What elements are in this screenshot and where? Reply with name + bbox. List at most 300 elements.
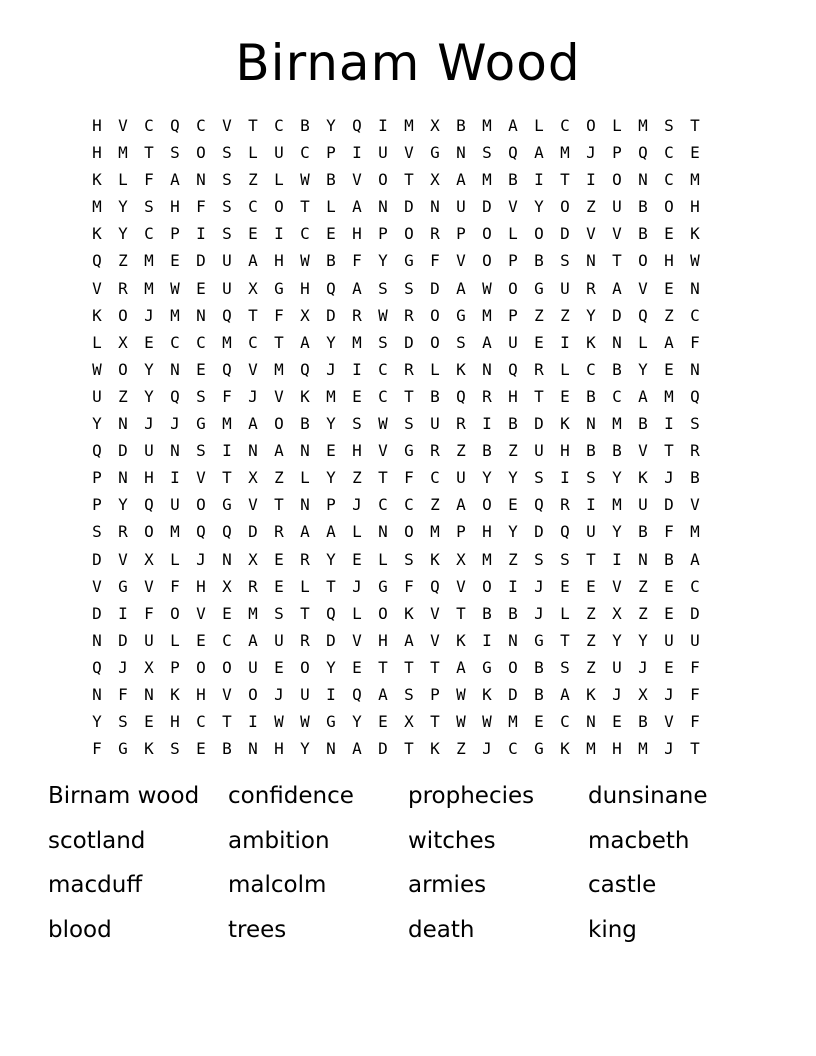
grid-letter: A xyxy=(456,170,466,190)
grid-letter: R xyxy=(456,414,466,434)
grid-letter: V xyxy=(612,576,622,596)
grid-letter: M xyxy=(170,522,180,542)
grid-letter: B xyxy=(638,197,648,217)
grid-letter: T xyxy=(664,441,674,461)
grid-letter: X xyxy=(144,657,154,677)
grid-letter: Z xyxy=(456,441,466,461)
grid-letter: H xyxy=(690,197,700,217)
grid-letter: Z xyxy=(118,251,128,271)
grid-letter: N xyxy=(586,251,596,271)
grid-letter: Q xyxy=(170,116,180,135)
grid-letter: J xyxy=(274,684,284,704)
grid-letter: C xyxy=(196,712,206,732)
grid-letter: W xyxy=(456,684,466,704)
grid-letter: E xyxy=(352,549,362,569)
grid-letter: J xyxy=(586,143,596,163)
grid-letter: V xyxy=(248,495,258,515)
grid-letter: R xyxy=(118,278,128,298)
grid-letter: R xyxy=(534,359,544,379)
word-bank-item: scotland xyxy=(48,827,146,854)
grid-letter: H xyxy=(274,251,284,271)
grid-letter: I xyxy=(118,603,128,623)
grid-row xyxy=(84,139,734,166)
grid-letter: B xyxy=(690,468,700,488)
grid-letter: C xyxy=(612,386,622,406)
grid-letter: U xyxy=(456,197,466,217)
grid-letter: D xyxy=(664,495,674,515)
grid-letter: M xyxy=(482,305,492,325)
letter-grid xyxy=(84,112,734,762)
grid-letter: Y xyxy=(118,495,128,515)
grid-letter: U xyxy=(248,657,258,677)
grid-letter: B xyxy=(508,603,518,623)
grid-letter: G xyxy=(222,495,232,515)
grid-letter: A xyxy=(638,386,648,406)
grid-letter: O xyxy=(612,170,622,190)
grid-letter: A xyxy=(352,197,362,217)
grid-letter: F xyxy=(170,576,180,596)
grid-letter: G xyxy=(404,441,414,461)
grid-letter: D xyxy=(92,549,102,569)
grid-letter: I xyxy=(586,170,596,190)
grid-letter: I xyxy=(508,576,518,596)
grid-letter: V xyxy=(352,630,362,650)
grid-letter: U xyxy=(144,630,154,650)
grid-letter: J xyxy=(534,576,544,596)
grid-letter: S xyxy=(560,549,570,569)
grid-letter: Z xyxy=(248,170,258,190)
grid-letter: Y xyxy=(638,630,648,650)
grid-letter: N xyxy=(118,468,128,488)
grid-letter: O xyxy=(482,576,492,596)
grid-letter: I xyxy=(534,170,544,190)
grid-letter: Z xyxy=(508,549,518,569)
grid-letter: M xyxy=(170,305,180,325)
grid-letter: K xyxy=(92,224,102,244)
grid-letter: D xyxy=(378,739,388,759)
grid-letter: Y xyxy=(586,305,596,325)
grid-letter: F xyxy=(118,684,128,704)
grid-letter: E xyxy=(274,576,284,596)
grid-letter: M xyxy=(664,386,674,406)
grid-letter: B xyxy=(430,386,440,406)
grid-letter: I xyxy=(352,143,362,163)
grid-row xyxy=(84,166,734,193)
grid-letter: F xyxy=(222,386,232,406)
grid-letter: U xyxy=(274,143,284,163)
grid-letter: G xyxy=(326,712,336,732)
grid-letter: M xyxy=(248,603,258,623)
grid-letter: A xyxy=(560,684,570,704)
grid-letter: P xyxy=(430,684,440,704)
grid-letter: X xyxy=(144,549,154,569)
grid-letter: V xyxy=(248,359,258,379)
grid-letter: M xyxy=(326,386,336,406)
grid-letter: W xyxy=(170,278,180,298)
grid-letter: B xyxy=(482,603,492,623)
grid-letter: L xyxy=(274,170,284,190)
grid-letter: G xyxy=(534,630,544,650)
grid-letter: E xyxy=(378,712,388,732)
grid-letter: N xyxy=(300,441,310,461)
grid-letter: R xyxy=(690,441,700,461)
grid-letter: E xyxy=(196,739,206,759)
grid-letter: O xyxy=(196,143,206,163)
grid-letter: B xyxy=(664,549,674,569)
grid-letter: D xyxy=(534,522,544,542)
grid-letter: K xyxy=(144,739,154,759)
grid-letter: C xyxy=(664,143,674,163)
grid-letter: J xyxy=(352,576,362,596)
grid-letter: R xyxy=(300,630,310,650)
grid-letter: T xyxy=(248,116,258,135)
grid-letter: U xyxy=(586,522,596,542)
grid-letter: H xyxy=(664,251,674,271)
grid-letter: Z xyxy=(508,441,518,461)
grid-letter: Q xyxy=(326,603,336,623)
grid-letter: R xyxy=(430,441,440,461)
grid-letter: T xyxy=(690,116,700,135)
grid-letter: Z xyxy=(456,739,466,759)
grid-letter: L xyxy=(560,359,570,379)
grid-letter: G xyxy=(196,414,206,434)
grid-letter: H xyxy=(352,224,362,244)
grid-letter: L xyxy=(560,603,570,623)
grid-letter: H xyxy=(92,143,102,163)
grid-letter: S xyxy=(404,549,414,569)
grid-letter: C xyxy=(560,712,570,732)
grid-row xyxy=(84,573,734,600)
grid-letter: K xyxy=(404,603,414,623)
grid-letter: C xyxy=(196,332,206,352)
grid-letter: V xyxy=(430,603,440,623)
grid-letter: C xyxy=(300,224,310,244)
grid-letter: G xyxy=(118,576,128,596)
grid-letter: I xyxy=(222,441,232,461)
grid-letter: N xyxy=(118,414,128,434)
grid-letter: C xyxy=(664,170,674,190)
grid-letter: N xyxy=(300,495,310,515)
grid-letter: N xyxy=(612,332,622,352)
grid-letter: A xyxy=(300,522,310,542)
grid-letter: Y xyxy=(300,739,310,759)
grid-letter: O xyxy=(482,224,492,244)
grid-letter: Q xyxy=(534,495,544,515)
grid-letter: M xyxy=(612,414,622,434)
grid-letter: L xyxy=(352,522,362,542)
grid-letter: V xyxy=(508,197,518,217)
grid-letter: P xyxy=(612,143,622,163)
grid-letter: F xyxy=(430,251,440,271)
grid-letter: S xyxy=(534,549,544,569)
grid-letter: V xyxy=(222,116,232,135)
grid-letter: A xyxy=(482,332,492,352)
grid-row xyxy=(84,437,734,464)
grid-letter: Y xyxy=(612,522,622,542)
grid-letter: E xyxy=(352,386,362,406)
grid-letter: H xyxy=(560,441,570,461)
grid-letter: U xyxy=(664,630,674,650)
grid-letter: I xyxy=(560,332,570,352)
grid-letter: E xyxy=(248,224,258,244)
grid-letter: B xyxy=(586,386,596,406)
grid-letter: O xyxy=(560,197,570,217)
grid-letter: S xyxy=(196,441,206,461)
grid-letter: I xyxy=(248,712,258,732)
grid-letter: X xyxy=(456,549,466,569)
grid-letter: X xyxy=(222,576,232,596)
grid-letter: I xyxy=(352,359,362,379)
grid-letter: A xyxy=(326,522,336,542)
grid-letter: T xyxy=(534,386,544,406)
grid-letter: M xyxy=(352,332,362,352)
grid-letter: L xyxy=(300,576,310,596)
grid-letter: F xyxy=(92,739,102,759)
grid-letter: D xyxy=(482,197,492,217)
grid-letter: C xyxy=(248,197,258,217)
grid-letter: V xyxy=(92,278,102,298)
grid-letter: P xyxy=(508,251,518,271)
grid-letter: O xyxy=(118,359,128,379)
grid-letter: W xyxy=(378,414,388,434)
grid-letter: E xyxy=(664,657,674,677)
grid-letter: J xyxy=(664,684,674,704)
grid-letter: U xyxy=(612,657,622,677)
grid-letter: C xyxy=(378,495,388,515)
grid-letter: D xyxy=(560,224,570,244)
grid-letter: E xyxy=(274,657,284,677)
grid-letter: Y xyxy=(326,332,336,352)
grid-letter: L xyxy=(170,549,180,569)
grid-letter: A xyxy=(274,441,284,461)
grid-letter: G xyxy=(274,278,284,298)
grid-letter: O xyxy=(534,224,544,244)
grid-letter: Q xyxy=(222,359,232,379)
grid-letter: U xyxy=(274,630,284,650)
grid-letter: N xyxy=(248,441,258,461)
grid-letter: Z xyxy=(118,386,128,406)
grid-letter: K xyxy=(456,359,466,379)
grid-letter: Q xyxy=(456,386,466,406)
grid-letter: Z xyxy=(638,603,648,623)
grid-letter: E xyxy=(664,603,674,623)
grid-letter: C xyxy=(248,332,258,352)
grid-letter: U xyxy=(612,197,622,217)
grid-letter: N xyxy=(378,197,388,217)
grid-letter: K xyxy=(482,684,492,704)
grid-letter: Y xyxy=(326,549,336,569)
grid-letter: T xyxy=(690,739,700,759)
grid-letter: O xyxy=(378,603,388,623)
grid-letter: N xyxy=(586,414,596,434)
grid-letter: K xyxy=(690,224,700,244)
grid-row xyxy=(84,302,734,329)
grid-letter: Y xyxy=(534,197,544,217)
grid-letter: B xyxy=(534,657,544,677)
grid-letter: K xyxy=(456,630,466,650)
grid-letter: Q xyxy=(92,441,102,461)
grid-letter: C xyxy=(586,359,596,379)
grid-letter: I xyxy=(612,549,622,569)
grid-letter: M xyxy=(144,278,154,298)
grid-letter: K xyxy=(638,468,648,488)
grid-letter: K xyxy=(430,549,440,569)
grid-letter: F xyxy=(404,468,414,488)
grid-letter: F xyxy=(690,332,700,352)
grid-letter: M xyxy=(508,712,518,732)
grid-letter: P xyxy=(92,468,102,488)
grid-letter: B xyxy=(638,224,648,244)
grid-letter: E xyxy=(612,712,622,732)
grid-letter: O xyxy=(664,197,674,217)
grid-letter: V xyxy=(404,143,414,163)
grid-letter: G xyxy=(404,251,414,271)
grid-letter: B xyxy=(300,116,310,135)
grid-letter: L xyxy=(118,170,128,190)
grid-letter: L xyxy=(638,332,648,352)
grid-letter: O xyxy=(430,305,440,325)
grid-letter: S xyxy=(222,143,232,163)
grid-letter: Q xyxy=(326,278,336,298)
grid-letter: B xyxy=(534,251,544,271)
grid-letter: L xyxy=(352,603,362,623)
grid-letter: N xyxy=(508,630,518,650)
grid-letter: O xyxy=(248,684,258,704)
grid-letter: K xyxy=(92,170,102,190)
grid-letter: N xyxy=(638,170,648,190)
grid-letter: E xyxy=(144,332,154,352)
grid-letter: R xyxy=(274,522,284,542)
grid-letter: I xyxy=(170,468,180,488)
grid-row xyxy=(84,112,734,139)
grid-letter: C xyxy=(404,495,414,515)
grid-letter: X xyxy=(430,116,440,135)
grid-letter: Q xyxy=(222,522,232,542)
grid-letter: P xyxy=(508,305,518,325)
grid-letter: B xyxy=(508,170,518,190)
grid-letter: E xyxy=(144,712,154,732)
grid-letter: A xyxy=(612,278,622,298)
grid-letter: T xyxy=(404,739,414,759)
grid-letter: N xyxy=(690,278,700,298)
word-bank-item: armies xyxy=(408,872,487,898)
grid-letter: S xyxy=(378,278,388,298)
grid-letter: O xyxy=(274,197,284,217)
word-bank-item: death xyxy=(408,916,475,943)
grid-row xyxy=(84,193,734,220)
grid-letter: Q xyxy=(352,684,362,704)
grid-letter: S xyxy=(404,684,414,704)
grid-letter: B xyxy=(586,441,596,461)
grid-letter: V xyxy=(378,441,388,461)
grid-letter: L xyxy=(248,143,258,163)
grid-letter: V xyxy=(586,224,596,244)
grid-letter: C xyxy=(222,630,232,650)
grid-letter: H xyxy=(508,386,518,406)
grid-letter: O xyxy=(586,116,596,135)
grid-letter: F xyxy=(144,603,154,623)
grid-letter: I xyxy=(196,224,206,244)
grid-letter: Y xyxy=(118,224,128,244)
grid-row xyxy=(84,329,734,356)
grid-letter: U xyxy=(222,278,232,298)
grid-letter: A xyxy=(456,278,466,298)
grid-letter: S xyxy=(170,143,180,163)
grid-letter: A xyxy=(352,278,362,298)
grid-letter: J xyxy=(144,414,154,434)
grid-letter: M xyxy=(690,522,700,542)
grid-letter: U xyxy=(456,468,466,488)
grid-letter: J xyxy=(664,468,674,488)
grid-letter: W xyxy=(482,278,492,298)
grid-letter: W xyxy=(92,359,102,379)
grid-letter: F xyxy=(690,657,700,677)
grid-letter: X xyxy=(248,549,258,569)
grid-letter: L xyxy=(378,549,388,569)
grid-letter: V xyxy=(144,576,154,596)
grid-letter: W xyxy=(378,305,388,325)
grid-letter: X xyxy=(118,332,128,352)
grid-letter: R xyxy=(482,386,492,406)
grid-letter: R xyxy=(586,278,596,298)
grid-letter: T xyxy=(274,495,284,515)
grid-letter: Q xyxy=(352,116,362,135)
grid-letter: S xyxy=(586,468,596,488)
grid-letter: K xyxy=(300,386,310,406)
grid-letter: J xyxy=(118,657,128,677)
grid-letter: O xyxy=(638,251,648,271)
word-bank-item: ambition xyxy=(228,827,330,854)
grid-letter: H xyxy=(196,576,206,596)
grid-letter: O xyxy=(196,657,206,677)
grid-letter: A xyxy=(690,549,700,569)
grid-letter: D xyxy=(326,630,336,650)
grid-row xyxy=(84,383,734,410)
grid-letter: Q xyxy=(196,522,206,542)
grid-letter: M xyxy=(274,359,284,379)
grid-letter: D xyxy=(612,305,622,325)
grid-letter: E xyxy=(196,630,206,650)
grid-letter: O xyxy=(508,657,518,677)
grid-letter: E xyxy=(508,495,518,515)
grid-letter: H xyxy=(300,278,310,298)
grid-letter: A xyxy=(664,332,674,352)
grid-letter: D xyxy=(118,441,128,461)
grid-letter: H xyxy=(92,116,102,135)
grid-letter: R xyxy=(300,549,310,569)
grid-letter: Q xyxy=(638,305,648,325)
grid-letter: I xyxy=(560,468,570,488)
grid-letter: T xyxy=(144,143,154,163)
word-bank-item: trees xyxy=(228,916,287,943)
grid-letter: E xyxy=(170,251,180,271)
grid-row xyxy=(84,708,734,735)
grid-letter: A xyxy=(300,332,310,352)
grid-letter: S xyxy=(118,712,128,732)
grid-letter: J xyxy=(170,414,180,434)
grid-letter: E xyxy=(664,576,674,596)
grid-letter: E xyxy=(196,359,206,379)
grid-letter: H xyxy=(170,712,180,732)
word-bank-item: Birnam wood xyxy=(48,783,200,809)
grid-letter: T xyxy=(222,468,232,488)
grid-letter: F xyxy=(404,576,414,596)
grid-letter: M xyxy=(638,116,648,135)
grid-row xyxy=(84,220,734,247)
grid-letter: B xyxy=(456,116,466,135)
grid-letter: E xyxy=(196,278,206,298)
word-bank xyxy=(48,776,768,954)
